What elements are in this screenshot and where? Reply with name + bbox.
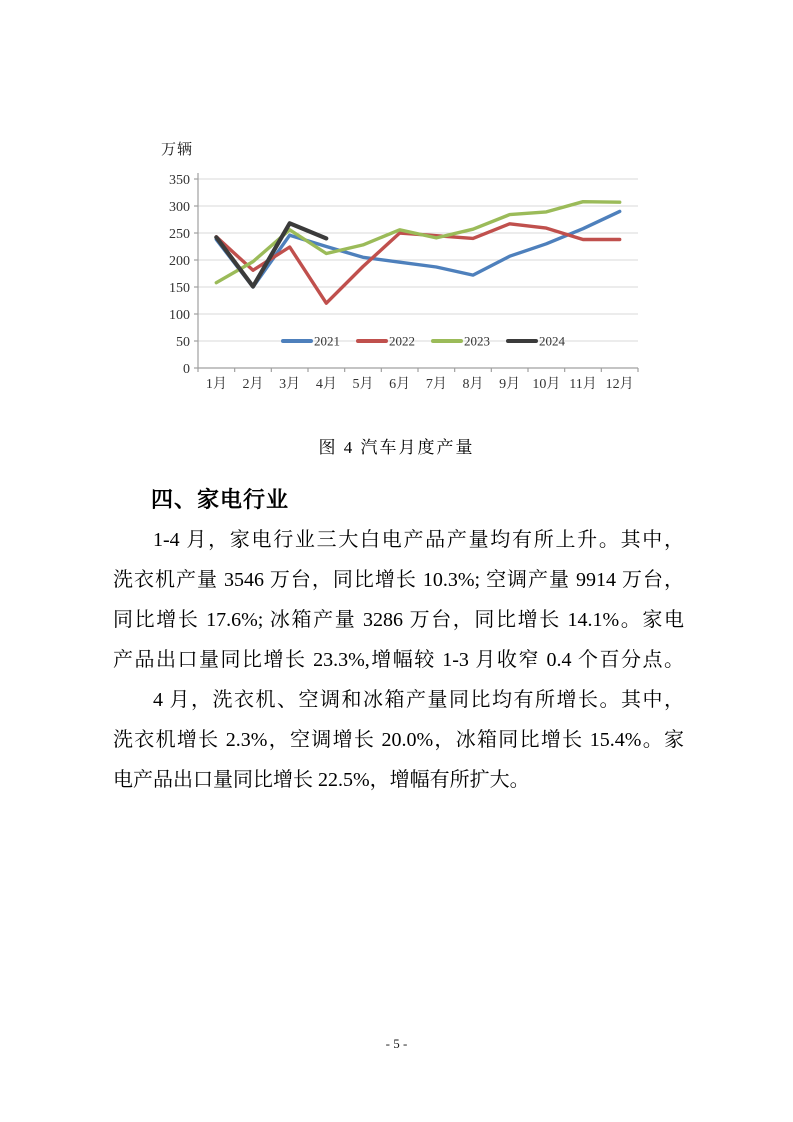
text-line: 洗衣机增长 2.3%，空调增长 20.0%，冰箱同比增长 15.4%。家 — [113, 729, 684, 751]
text-line: 4 月，洗衣机、空调和冰箱产量同比均有所增长。其中， — [153, 689, 684, 711]
y-axis-unit-label: 万辆 — [161, 141, 194, 158]
y-axis-tick-label: 250 — [169, 227, 190, 242]
x-axis-tick-label: 10月 — [532, 377, 561, 392]
line-chart-svg — [160, 140, 672, 408]
figure-caption: 图 4 汽车月度产量 — [318, 438, 475, 457]
line-chart-canvas — [160, 140, 672, 413]
x-axis-tick-label: 3月 — [279, 377, 301, 392]
x-axis-tick-label: 11月 — [569, 377, 597, 392]
y-axis-tick-label: 200 — [169, 254, 190, 269]
text-line: 同比增长 17.6%; 冰箱产量 3286 万台，同比增长 14.1%。家电 — [113, 609, 684, 631]
x-axis-tick-label: 7月 — [425, 377, 447, 392]
page-number: - 5 - — [385, 1036, 408, 1051]
paragraph — [113, 520, 684, 680]
x-axis-tick-label: 1月 — [205, 377, 227, 392]
text-line: 洗衣机产量 3546 万台，同比增长 10.3%; 空调产量 9914 万台， — [113, 569, 684, 591]
legend-label-2024: 2024 — [539, 333, 565, 349]
y-axis-tick-label: 350 — [169, 173, 190, 188]
y-axis-tick-label: 100 — [169, 308, 190, 323]
text-line: 产品出口量同比增长 23.3%,增幅较 1-3 月收窄 0.4 个百分点。 — [113, 649, 684, 671]
body-text — [113, 520, 684, 800]
y-axis-tick-label: 50 — [176, 335, 190, 350]
x-axis-tick-label: 5月 — [352, 377, 374, 392]
paragraph — [113, 680, 684, 800]
x-axis-tick-label: 2月 — [242, 377, 264, 392]
x-axis-tick-label: 12月 — [605, 377, 634, 392]
x-axis-tick-label: 9月 — [499, 377, 521, 392]
legend-label-2023: 2023 — [464, 333, 490, 349]
text-line: 1-4 月，家电行业三大白电产品产量均有所上升。其中， — [153, 529, 684, 551]
text-line: 电产品出口量同比增长 22.5%，增幅有所扩大。 — [113, 769, 530, 791]
auto-production-chart — [160, 138, 680, 410]
x-axis-tick-label: 6月 — [389, 377, 411, 392]
legend-label-2022: 2022 — [389, 333, 415, 349]
legend-label-2021: 2021 — [314, 333, 340, 349]
y-axis-tick-label: 300 — [169, 200, 190, 215]
y-axis-tick-label: 0 — [183, 362, 190, 377]
x-axis-tick-label: 4月 — [315, 377, 337, 392]
x-axis-tick-label: 8月 — [462, 377, 484, 392]
section-heading: 四、家电行业 — [151, 487, 290, 512]
y-axis-tick-label: 150 — [169, 281, 190, 296]
